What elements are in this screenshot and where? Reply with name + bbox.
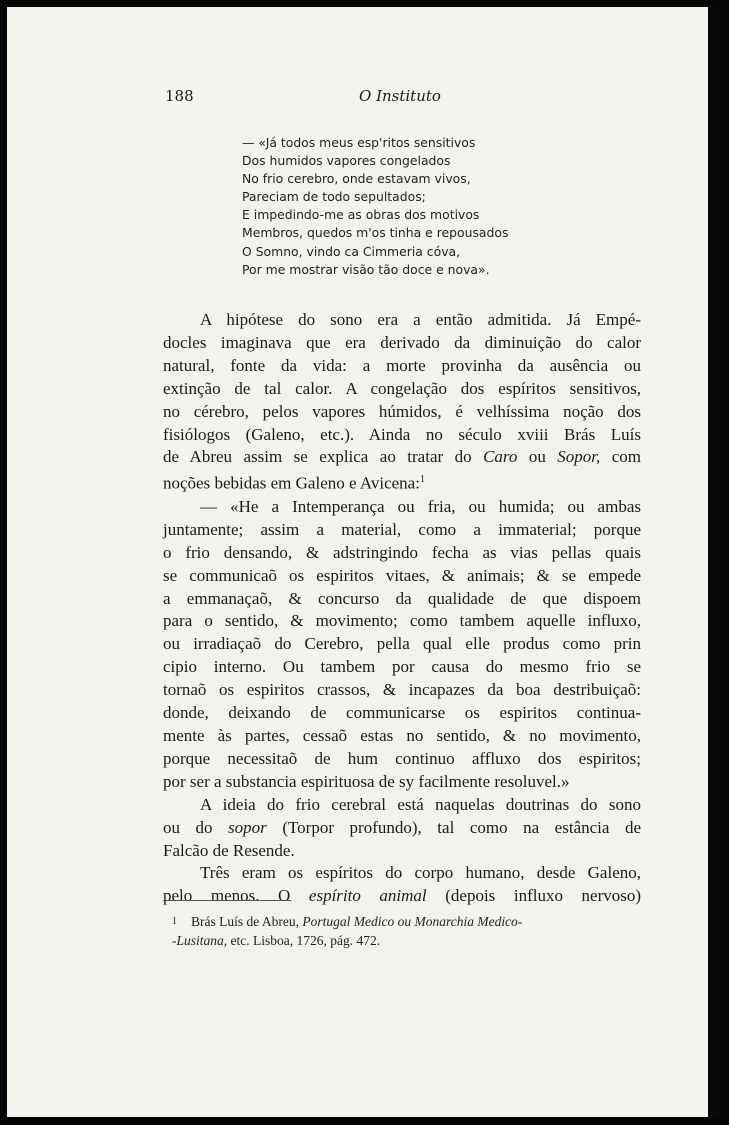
text-line — [163, 885, 641, 908]
footnote — [172, 913, 642, 950]
poem-stanza — [242, 134, 662, 279]
text-line: se communicaõ os espiritos vitaes, & animais; & se empede — [163, 565, 641, 585]
text-fragment: com — [611, 447, 642, 467]
book-page — [7, 7, 720, 1117]
footnote-title: Portugal Medico ou Monarchia Medico- — [302, 914, 523, 929]
text-fragment: (depois influxo nervoso) — [445, 886, 642, 906]
page-header — [7, 87, 720, 107]
text-line: porque necessitaõ de hum continuo affluxo dos espiritos; — [163, 748, 641, 768]
text-line: o frio densando, & adstringindo fecha as vias pellas quais — [163, 542, 641, 562]
text-line: juntamente; assim a material, como a immaterial; porque — [163, 519, 641, 539]
italic-term: Sopor, — [557, 447, 601, 467]
text-line: cipio interno. Ou tambem por causa do mesmo frio se — [163, 657, 641, 677]
italic-term: sopor — [228, 817, 267, 837]
text-fragment: ou — [528, 447, 546, 467]
text-line: para o sentido, & movimento; como tambem aquelle influxo, — [163, 611, 641, 631]
poem-line: Membros, quedos m'os tinha e repousados — [242, 225, 509, 241]
text-line: fisiólogos (Galeno, etc.). Ainda no século xviii Brás Luís — [163, 424, 641, 444]
footnote-line — [172, 932, 642, 951]
footnote-citation: etc. Lisboa, 1726, pág. 472. — [230, 932, 381, 948]
italic-term: Caro — [483, 447, 518, 467]
paragraph-quotation — [163, 496, 641, 794]
paragraph-cerebral-cold — [163, 794, 641, 863]
footnote-title: -Lusitana, — [172, 932, 228, 948]
text-line: natural, fonte da vida: a morte provinha da ausência ou — [163, 355, 641, 375]
text-fragment: ou do — [163, 817, 213, 837]
text-fragment: de Abreu assim se explica ao tratar do — [163, 447, 472, 467]
scan-edge — [708, 7, 720, 1117]
text-line: por ser a substancia espirituosa de sy facilmente resoluvel.» — [163, 771, 570, 791]
text-line: no cérebro, pelos vapores húmidos, é velhíssima noção dos — [163, 401, 641, 421]
footnote-author: Brás Luís de Abreu, — [191, 914, 299, 929]
poem-line: Por me mostrar visão tão doce e nova». — [242, 261, 490, 277]
poem-line: No frio cerebro, onde estavam vivos, — [242, 171, 471, 187]
text-line: tornaõ os espiritos crassos, & incapazes da boa destribuiçaõ: — [163, 680, 641, 700]
paragraph-spirits — [163, 862, 641, 908]
poem-line: Pareciam de todo sepultados; — [242, 189, 426, 205]
text-line — [163, 446, 641, 469]
text-line: ou irradiaçaõ do Cerebro, pella qual elle produs como prin — [163, 634, 641, 654]
body-text — [163, 309, 641, 908]
text-fragment: pelo menos. O — [163, 886, 291, 906]
text-line: docles imaginava que era derivado da diminuição do calor — [163, 332, 641, 352]
text-line: A ideia do frio cerebral está naquelas doutrinas do sono — [200, 794, 641, 814]
page-number: 188 — [165, 87, 194, 105]
italic-term: espírito animal — [308, 886, 427, 906]
poem-line: O Somno, vindo ca Cimmeria cóva, — [242, 243, 461, 259]
text-line — [163, 469, 641, 496]
text-line: Falcão de Resende. — [163, 840, 295, 860]
footnote-reference: 1 — [419, 474, 425, 486]
running-title: O Instituto — [359, 87, 441, 105]
text-line: donde, deixando de communicarse os espiritos continua- — [163, 703, 641, 723]
footnote-divider — [163, 900, 291, 901]
text-line: Três eram os espíritos do corpo humano, desde Galeno, — [200, 863, 641, 883]
text-line: a emmanaçaõ, & concurso da qualidade de que dispoem — [163, 588, 641, 608]
text-fragment: (Torpor profundo), tal como na estância de — [282, 817, 642, 837]
text-line: A hipótese do sono era a então admitida. Já Empé- — [200, 310, 641, 329]
text-line — [163, 817, 641, 840]
text-line: — «He a Intemperança ou fria, ou humida; ou ambas — [200, 496, 641, 516]
paragraph-hypothesis — [163, 309, 641, 496]
poem-line: Dos humidos vapores congelados — [242, 153, 451, 169]
poem-line: E impedindo-me as obras dos motivos — [242, 207, 480, 223]
footnote-mark: 1 — [172, 916, 177, 927]
text-line: mente às partes, cessaõ estas no sentido, & no movimento, — [163, 725, 641, 745]
poem-line: — «Já todos meus esp'ritos sensitivos — [242, 135, 476, 150]
text-line: extinção de tal calor. A congelação dos espíritos sensitivos, — [163, 378, 641, 398]
text-fragment: noções bebidas em Galeno e Avicena: — [163, 474, 420, 493]
footnote-line — [172, 913, 642, 932]
